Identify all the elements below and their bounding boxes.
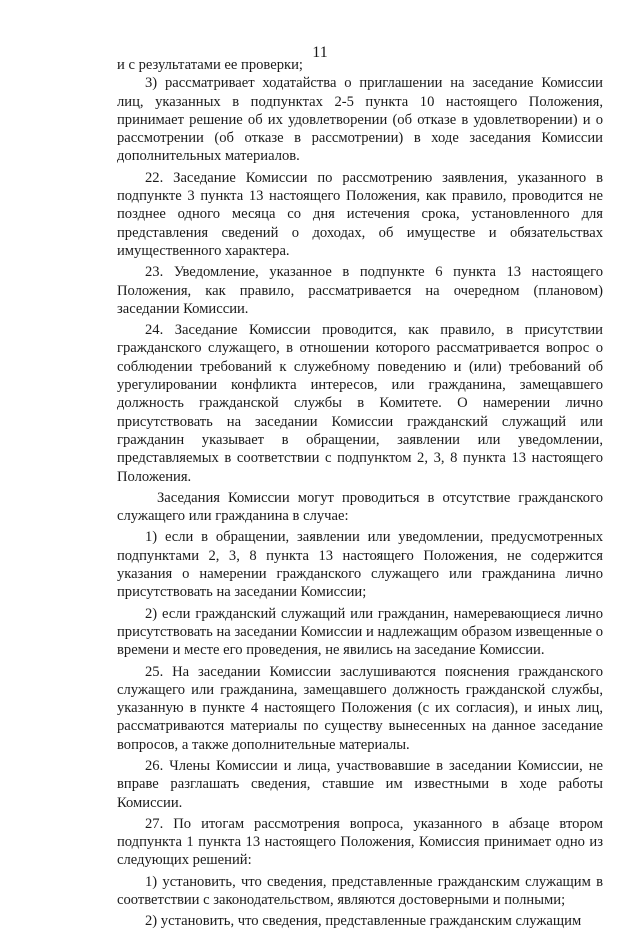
paragraph-26: 26. Члены Комиссии и лица, участвовавшие в заседании Комиссии, не вправе разглашать сведения, ставшие им известными в ходе работы Комиссии. bbox=[117, 757, 603, 811]
paragraph-24: 24. Заседание Комиссии проводится, как правило, в присутствии гражданского служащего, в отношении которого рассматривается вопрос о соблюдении требований к служебному поведению и (или) требований об урегулировании конфликта интересов, или гражданина, замещавшего должность гражданской службы в Комитете. О намерении лично присутствовать на заседании Комиссии гражданский служащий или гражданин указывает в обращении, заявлении или уведомлении, представляемых в соответствии с подпунктом 2, 3, 8 пункта 13 настоящего Положения. bbox=[117, 322, 603, 485]
paragraph-23: 23. Уведомление, указанное в подпункте 6 пункта 13 настоящего Положения, как правило, рассматривается на очередном (плановом) заседании Комиссии. bbox=[117, 264, 603, 317]
paragraph-continuation: и с результатами ее проверки; bbox=[117, 57, 303, 73]
paragraph-27-decision-2: 2) установить, что сведения, представленные гражданским служащим bbox=[145, 913, 582, 930]
paragraph-27-decision-1: 1) установить, что сведения, представленные гражданским служащим в соответствии с законодательством, являются достоверными и полными; bbox=[117, 873, 603, 909]
paragraph-24-case-2: 2) если гражданский служащий или гражданин, намеревающиеся лично присутствовать на заседании Комиссии и надлежащим образом извещенные о времени и месте его проведения, не явились на заседание Комиссии. bbox=[117, 605, 603, 659]
paragraph-24-absence: Заседания Комиссии могут проводиться в отсутствие гражданского служащего или гражданина в случае: bbox=[117, 489, 603, 525]
paragraph-25: 25. На заседании Комиссии заслушиваются пояснения гражданского служащего или гражданина, замещавшего должность гражданской службы, указанную в пункте 4 настоящего Положения (с их согласия), и иных лиц, рассматриваются материалы по существу вынесенных на данное заседание вопросов, а также дополнительные материалы. bbox=[117, 663, 603, 753]
paragraph-24-case-1: 1) если в обращении, заявлении или уведомлении, предусмотренных подпунктами 2, 3, 8 пункта 13 настоящего Положения, не содержится указания о намерении гражданского служащего или гражданина лично присутствовать на заседании Комиссии; bbox=[117, 529, 603, 601]
paragraph-subitem-3: 3) рассматривает ходатайства о приглашении на заседание Комиссии лиц, указанных в подпунктах 2-5 пункта 10 настоящего Положения, принимает решение об их удовлетворении (об отказе в удовлетворении) и о рассмотрении (об отказе в рассмотрении) в ходе заседания Комиссии дополнительных материалов. bbox=[117, 75, 603, 165]
paragraph-22: 22. Заседание Комиссии по рассмотрению заявления, указанного в подпункте 3 пункта 13 настоящего Положения, как правило, проводится не позднее одного месяца со дня истечения срока, установленного для представления сведений о доходах, об имуществе и обязательствах имущественного характера. bbox=[117, 169, 603, 259]
document-body bbox=[117, 56, 603, 931]
paragraph-27: 27. По итогам рассмотрения вопроса, указанного в абзаце втором подпункта 1 пункта 13 настоящего Положения, Комиссия принимает одно из следующих решений: bbox=[117, 815, 603, 869]
page-number: 11 bbox=[312, 44, 328, 61]
